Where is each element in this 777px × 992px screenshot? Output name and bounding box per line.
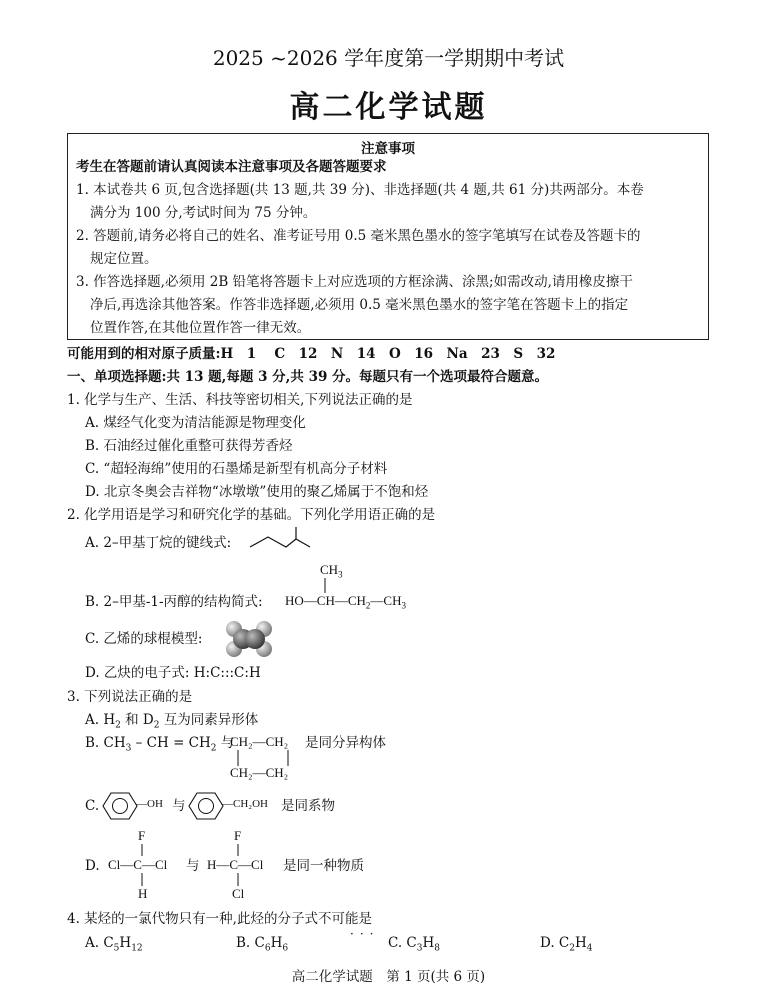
benzene-ring-icon <box>102 791 138 821</box>
q3d-row1: Cl—C—Cl <box>108 857 168 872</box>
q1-option-d: D. 北京冬奥会吉祥物“冰墩墩”使用的聚乙烯属于不饱和烃 <box>85 484 429 500</box>
q3d-tail: 是同一种物质 <box>283 858 364 874</box>
q2-option-c: C. 乙烯的球棍模型: <box>85 631 203 647</box>
notice-line: 1. 本试卷共 6 页,包含选择题(共 13 题,共 39 分)、非选择题(共 4 题,共 61 分)共两部分。本卷 <box>76 182 644 198</box>
notice-line: 满分为 100 分,考试时间为 75 分钟。 <box>90 205 317 221</box>
notice-line: 2. 答题前,请务必将自己的姓名、准考证号用 0.5 毫米黑色墨水的签字笔填写在试卷及答题卡的 <box>76 228 641 244</box>
question-2-stem: 2. 化学用语是学习和研究化学的基础。下列化学用语正确的是 <box>67 507 436 523</box>
cyclobutane-bottom-row: CH₂—CH₂ <box>230 765 289 780</box>
q3d-bonds-2 <box>233 842 243 892</box>
q3-option-b: B. $CH_3$ – CH = $CH_2$ 与 <box>85 735 235 754</box>
question-4-stem: 4. 某烃的一氯代物只有一种,此烃的分子式不可能是 <box>67 911 372 927</box>
cyclobutane-top-row: CH₂—CH₂ <box>230 734 289 749</box>
q4-option-a: A. $C_5H_{12}$ <box>85 935 143 954</box>
notice-intro: 考生在答题前请认真阅读本注意事项及各题答题要求 <box>76 159 387 175</box>
skeletal-formula-2-methylbutane <box>248 525 312 553</box>
q4-option-b: B. $C_6H_6$ <box>236 935 289 954</box>
q3d-f1: F <box>138 828 146 843</box>
q4-option-d: D. $C_2H_4$ <box>540 935 593 954</box>
benzene-ring-icon <box>188 791 224 821</box>
notice-line: 净后,再选涂其他答案。作答非选择题,必须用 0.5 毫米黑色墨水的签字笔在答题卡上的指定 <box>90 297 629 313</box>
atomic-masses: 可能用到的相对原子质量:H 1 C 12 N 14 O 16 Na 23 S 32 <box>67 346 556 362</box>
q2b-ch3: $CH_3$ <box>320 562 343 580</box>
q3d-f2: F <box>234 828 242 843</box>
q2b-vertical-bond <box>320 578 330 594</box>
q3d-bonds-1 <box>137 842 147 892</box>
ethylene-ball-stick-model <box>225 619 273 659</box>
notice-line: 规定位置。 <box>90 251 158 267</box>
emphasis-dots: ··· <box>350 927 380 941</box>
notice-box <box>67 133 709 340</box>
exam-title: 2025 ~2026 学年度第一学期期中考试 <box>212 46 565 70</box>
q1-option-a: A. 煤经气化变为清洁能源是物理变化 <box>85 415 306 431</box>
q3c-and: 与 <box>172 798 186 814</box>
q3d-h1: H <box>138 886 148 901</box>
q3c-tail: 是同系物 <box>281 798 335 814</box>
section-heading: 一、单项选择题:共 13 题,每题 3 分,共 39 分。每题只有一个选项最符合题意。 <box>67 369 549 385</box>
q3d-and: 与 <box>186 858 200 874</box>
exam-subject: 高二化学试题 <box>289 90 488 125</box>
notice-line: 位置作答,在其他位置作答一律无效。 <box>90 320 311 336</box>
q2-option-d: D. 乙炔的电子式: H:C:::C:H <box>85 665 261 681</box>
q3d-row2: H—C—Cl <box>207 857 264 872</box>
q2-option-a: A. 2–甲基丁烷的键线式: <box>85 535 232 551</box>
notice-heading: 注意事项 <box>361 141 415 157</box>
q3-option-c-label: C. <box>85 798 100 814</box>
question-1-stem: 1. 化学与生产、生活、科技等密切相关,下列说法正确的是 <box>67 392 413 408</box>
q3d-cl2: Cl <box>232 886 245 901</box>
q2-option-b: B. 2–甲基-1-丙醇的结构简式: <box>85 594 263 610</box>
q4-option-c: C. $C_3H_8$ <box>388 935 441 954</box>
q3c-phenol: —OH <box>136 798 163 810</box>
notice-line: 3. 作答选择题,必须用 2B 铅笔将答题卡上对应选项的方框涂满、涂黑;如需改动,请用橡皮擦干 <box>76 274 633 290</box>
q3b-tail: 是同分异构体 <box>305 735 386 751</box>
q1-option-c: C. “超轻海绵”使用的石墨烯是新型有机高分子材料 <box>85 461 388 477</box>
q2b-formula-row: $HO—CH—CH_2—CH_3$ <box>285 593 406 611</box>
q1-option-b: B. 石油经过催化重整可获得芳香烃 <box>85 438 293 454</box>
page-footer: 高二化学试题 第 1 页(共 6 页) <box>291 969 486 985</box>
q3-option-d-label: D. <box>85 858 100 874</box>
q3-option-a: A. $H_2$ 和 $D_2$ 互为同素异形体 <box>85 712 259 731</box>
question-3-stem: 3. 下列说法正确的是 <box>67 689 193 705</box>
q3c-benzyl-alcohol: —CH₂OH <box>222 798 269 810</box>
